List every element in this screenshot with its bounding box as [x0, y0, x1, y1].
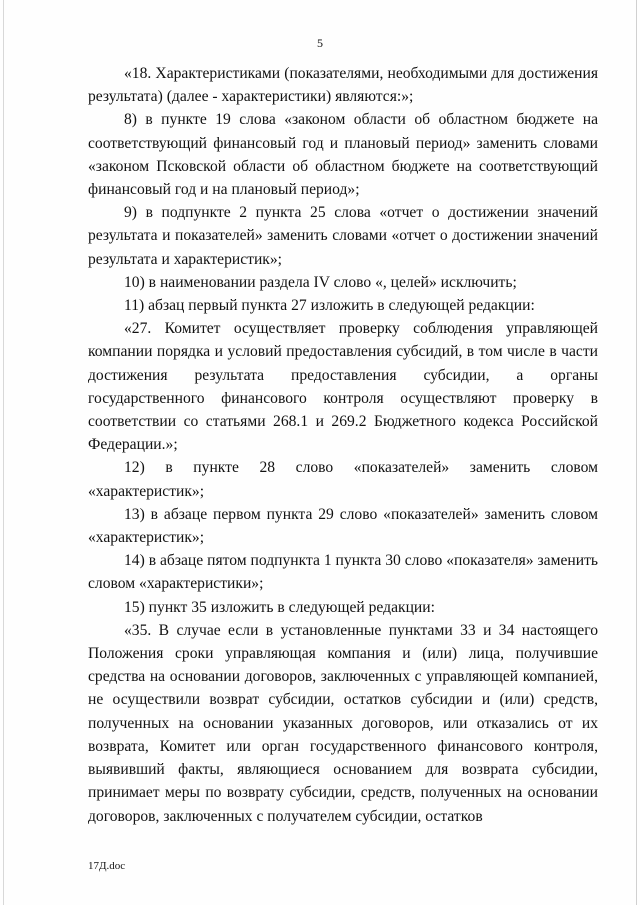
paragraph-item-10: 10) в наименовании раздела IV слово «, целей» исключить; [124, 273, 517, 291]
paragraph-item-8: 8) в пункте 19 слова «законом области об областном бюджете на соответствующий финансовый год и плановый период» заменить словами «законом Псковской области об областном бюджете на соответствующий финансовый год и на плановый период»; [88, 111, 598, 199]
paragraph-item-14: 14) в абзаце пятом подпункта 1 пункта 30 слово «показателя» заменить словом «характеристики»; [88, 552, 598, 593]
scan-edge-right [636, 0, 637, 905]
paragraph-item-9: 9) в подпункте 2 пункта 25 слова «отчет о достижении значений результата и показателей» заменить словами «отчет о достижении значений результата и характеристик»; [88, 204, 598, 268]
paragraph-item-18: «18. Характеристиками (показателями, необходимыми для достижения результата) (далее - характеристики) являются:»; [88, 65, 598, 106]
scan-edge-left [3, 0, 4, 905]
paragraph-item-13: 13) в абзаце первом пункта 29 слово «показателей» заменить словом «характеристик»; [88, 505, 598, 547]
paragraph-item-27: «27. Комитет осуществляет проверку соблюдения управляющей компании порядка и условий предоставления субсидий, в том числе в части достижения результата предоставления субсидии, а органы государственного финансового контроля осуществляют проверку в соответствии со статьями 268.1 и 269.2 Бюджетного кодекса Российской Федерации.»; [88, 320, 598, 454]
page-number: 5 [317, 36, 323, 50]
document-body [88, 62, 598, 828]
paragraph-item-12: 12) в пункте 28 слово «показателей» заменить словом «характеристик»; [88, 459, 598, 500]
paragraph-item-11: 11) абзац первый пункта 27 изложить в следующей редакции: [124, 297, 535, 315]
paragraph-item-15: 15) пункт 35 изложить в следующей редакции: [124, 598, 435, 616]
footer-filename: 17Д.doc [88, 860, 126, 872]
paragraph-item-35: «35. В случае если в установленные пунктами 33 и 34 настоящего Положения сроки управляющая компания и (или) лица, получившие средства на основании договоров, заключенных с управляющей компанией, не осуществили возврат субсидии, остатков субсидии и (или) средств, полученных на основании указанных договоров, или отказались от их возврата, Комитет или орган государственного финансового контроля, выявивший факты, являющиеся основанием для возврата субсидии, принимает меры по возврату субсидии, средств, полученных на основании договоров, заключенных с получателем субсидии, остатков [88, 621, 598, 825]
